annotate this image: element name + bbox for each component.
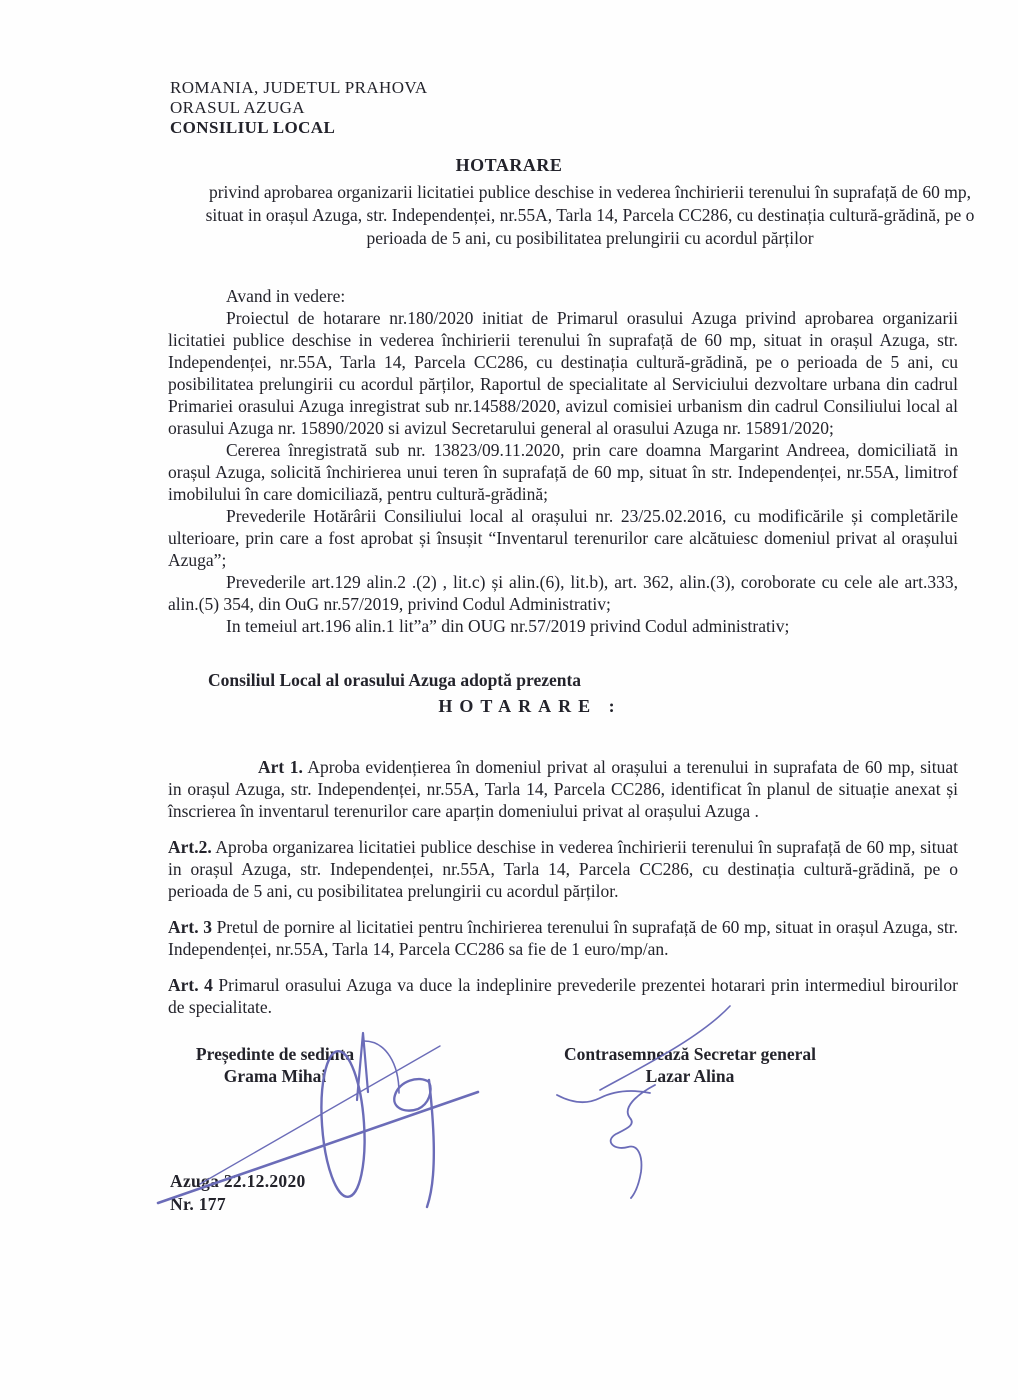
decision-heading: HOTARARE : — [438, 696, 622, 716]
article-2-label: Art.2. — [168, 837, 212, 857]
secretary-role: Contrasemnează Secretar general — [563, 1044, 817, 1064]
document-subtitle: privind aprobarea organizarii licitatiei publice deschise in vederea închirierii terenului în suprafață de 60 mp, situat in orașul Azuga, str. Independenței, nr.55A, Tarla 14, Parcela CC286, cu destinația cultură-grădină, pe o perioada de 5 ani, cu posibilitatea prelungirii cu acordul părților — [205, 182, 975, 248]
secretary-name: Lazar Alina — [645, 1066, 735, 1086]
preamble-paragraph-1: Proiectul de hotarare nr.180/2020 initiat de Primarul orasului Azuga privind aprobarea organizarii licitatiei publice deschise in vederea închirierii terenului în suprafață de 60 mp, situat in orașul Azuga, str. Independenței, nr.55A, Tarla 14, Parcela CC286, cu destinația cultură-grădină, pe o perioada de 5 ani, cu posibilitatea prelungirii cu acordul părților, Raportul de specialitate al Serviciului dezvoltare urbana din cadrul Primariei orasului Azuga inregistrat sub nr.14588/2020, avizul comisiei urbanism din cadrul Consiliului local al orasului Azuga nr. 15890/2020 si avizul Secretarului general al orasului Azuga nr. 15891/2020; — [168, 308, 958, 438]
letterhead-city: ORASUL AZUGA — [170, 98, 305, 117]
preamble-paragraph-2: Cererea înregistrată sub nr. 13823/09.11.2020, prin care doamna Margarint Andreea, domiciliată in orașul Azuga, solicită închirierea unui teren în suprafață de 60 mp, situat în str. Independenței, nr.55A, limitrof imobilului în care domiciliază, pentru cultură-grădină; — [168, 440, 958, 504]
adoption-line: Consiliul Local al orasului Azuga adoptă prezenta — [208, 670, 582, 690]
letterhead-council: CONSILIUL LOCAL — [170, 118, 336, 137]
article-4-label: Art. 4 — [168, 975, 213, 995]
footer-block — [170, 1170, 306, 1216]
preamble-paragraph-5: In temeiul art.196 alin.1 lit”a” din OUG nr.57/2019 privind Codul administrativ; — [226, 616, 790, 636]
document-title: HOTARARE — [455, 155, 563, 175]
president-name: Grama Mihai — [223, 1066, 327, 1086]
secretary-ink-signature — [557, 1006, 730, 1198]
article-2 — [168, 836, 958, 902]
preamble-paragraph-3: Prevederile Hotărârii Consiliului local al orașului nr. 23/25.02.2016, cu modificările și completările ulterioare, prin care a fost aprobat și însușit “Inventarul terenurilor care alcătuiesc domeniul privat al orașului Azuga”; — [168, 506, 958, 570]
decision-number: Nr. 177 — [170, 1194, 226, 1214]
place-date: Azuga 22.12.2020 — [170, 1171, 306, 1191]
president-role: Președinte de sedinta — [195, 1044, 355, 1064]
secretary-signature-block — [545, 1043, 835, 1087]
article-1-text: Aproba evidențierea în domeniul privat al orașului a terenului in suprafata de 60 mp, situat in orașul Azuga, str. Independenței, nr.55A, Tarla 14, Parcela CC286, identificat în planul de situație anexat și înscrierea în inventarul terenurilor care aparțin domeniului privat al orașului Azuga . — [168, 757, 958, 821]
article-3-label: Art. 3 — [168, 917, 212, 937]
letterhead — [170, 78, 428, 138]
article-3-text: Pretul de pornire al licitatiei pentru închirierea terenului în suprafață de 60 mp, situat in orașul Azuga, str. Independenței, nr.55A, Tarla 14, Parcela CC286 sa fie de 1 euro/mp/an. — [168, 917, 959, 959]
article-4 — [168, 974, 958, 1018]
article-3 — [168, 916, 958, 960]
article-1 — [168, 756, 958, 822]
article-1-label: Art 1. — [258, 757, 303, 777]
letterhead-country: ROMANIA, JUDETUL PRAHOVA — [170, 78, 428, 97]
preamble-paragraph-4: Prevederile art.129 alin.2 .(2) , lit.c) și alin.(6), lit.b), art. 362, alin.(3), coroborate cu cele ale art.333, alin.(5) 354, din OuG nr.57/2019, privind Codul Administrativ; — [168, 572, 958, 614]
articles-section — [168, 756, 958, 1032]
article-2-text: Aproba organizarea licitatiei publice deschise in vederea închirierii terenului în suprafață de 60 mp, situat in orașul Azuga, str. Independenței, nr.55A, Tarla 14, Parcela CC286, cu destinația cultură-grădină, pe o perioada de 5 ani, cu posibilitatea prelungirii cu acordul părților. — [168, 837, 958, 901]
preamble-intro: Avand in vedere: — [226, 286, 346, 306]
preamble-section — [168, 285, 958, 637]
president-signature-block — [160, 1043, 390, 1087]
article-4-text: Primarul orasului Azuga va duce la indeplinire prevederile prezentei hotarari prin intermediul birourilor de specialitate. — [168, 975, 958, 1017]
